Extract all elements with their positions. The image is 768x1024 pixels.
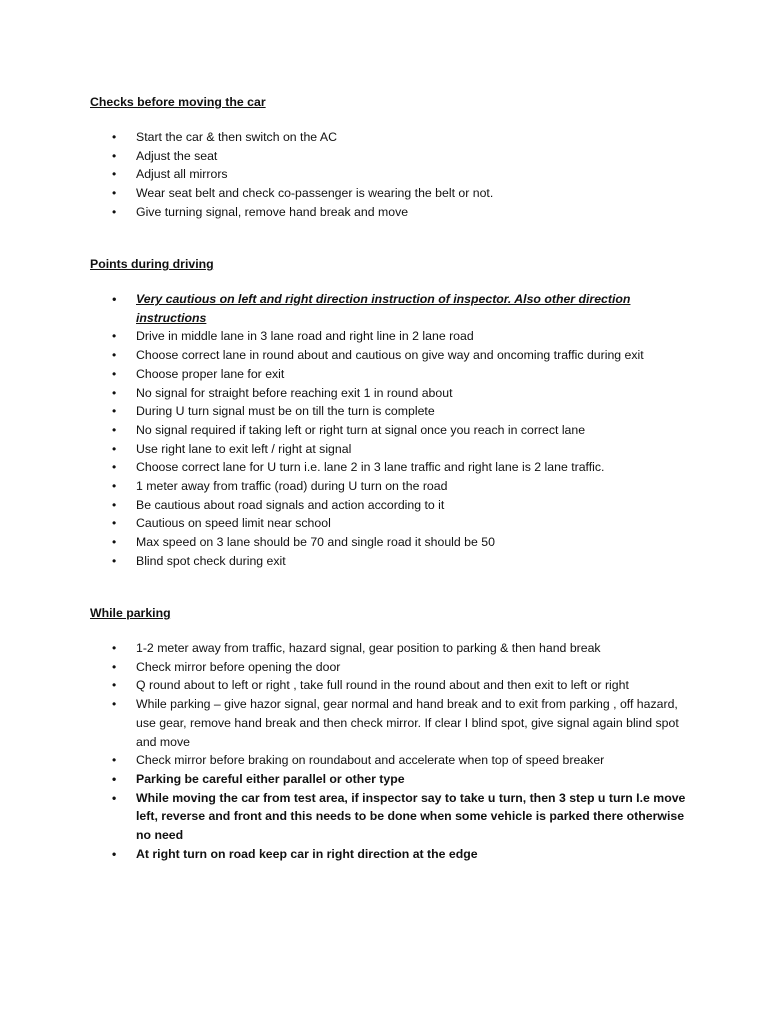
- list-item: • At right turn on road keep car in right direction at the edge: [90, 845, 690, 864]
- list-item: • Choose proper lane for exit: [90, 365, 690, 384]
- list-item: • Check mirror before opening the door: [90, 658, 690, 677]
- list-item: • Cautious on speed limit near school: [90, 514, 690, 533]
- bullet-icon: •: [112, 771, 117, 786]
- list-item: • Drive in middle lane in 3 lane road and right line in 2 lane road: [90, 327, 690, 346]
- bullet-icon: •: [112, 479, 117, 494]
- list-item: • Parking be careful either parallel or other type: [90, 770, 690, 789]
- list-item: • While moving the car from test area, if inspector say to take u turn, then 3 step u turn I.e move left, reverse and front and this needs to be done when some vehicle is parked there otherwise no need: [112, 790, 686, 843]
- bullet-icon: •: [112, 441, 117, 456]
- list-item: • 1 meter away from traffic (road) during U turn on the road: [90, 477, 690, 496]
- bullet-icon: •: [112, 516, 117, 531]
- list-item: • Adjust the seat: [90, 147, 690, 166]
- list-item: • Adjust all mirrors: [90, 165, 690, 184]
- bullet-icon: •: [112, 553, 117, 568]
- bullet-icon: •: [112, 385, 117, 400]
- list-item: • Q round about to left or right , take full round in the round about and then exit to left or right: [90, 676, 690, 695]
- list-item: • Blind spot check during exit: [90, 552, 690, 571]
- list-item: • No signal required if taking left or right turn at signal once you reach in correct lane: [90, 421, 690, 440]
- bullet-icon: •: [112, 790, 117, 805]
- bullet-icon: •: [112, 697, 117, 712]
- list-item: • Give turning signal, remove hand break and move: [90, 203, 690, 222]
- list-item: • Choose correct lane in round about and cautious on give way and oncoming traffic during exit: [90, 346, 690, 365]
- list-item: • Use right lane to exit left / right at signal: [90, 440, 690, 459]
- list-item: • 1-2 meter away from traffic, hazard signal, gear position to parking & then hand break: [90, 639, 690, 658]
- bullet-icon: •: [112, 292, 117, 306]
- section-heading: Points during driving: [90, 257, 214, 271]
- bullet-icon: •: [112, 678, 117, 693]
- bullet-list: [90, 290, 690, 571]
- section-heading: While parking: [90, 606, 171, 620]
- section-while-parking: [90, 605, 690, 863]
- section-heading: Checks before moving the car: [90, 95, 266, 109]
- list-item: • No signal for straight before reaching exit 1 in round about: [90, 384, 690, 403]
- bullet-icon: •: [112, 460, 117, 475]
- bullet-icon: •: [112, 130, 117, 144]
- bullet-icon: •: [112, 659, 117, 674]
- bullet-icon: •: [112, 148, 117, 163]
- list-item: • While parking – give hazor signal, gear normal and hand break and to exit from parking , off hazard, use gear, remove hand break and then check mirror. If clear I blind spot, give signal again blind spot and move: [112, 697, 679, 749]
- bullet-list: [90, 639, 690, 863]
- list-item: • Be cautious about road signals and action according to it: [90, 496, 690, 515]
- bullet-icon: •: [112, 404, 117, 419]
- bullet-icon: •: [112, 846, 117, 861]
- bullet-icon: •: [112, 422, 117, 437]
- section-points-during-driving: [90, 256, 690, 571]
- bullet-icon: •: [112, 753, 117, 768]
- bullet-icon: •: [112, 497, 117, 512]
- bullet-list: [90, 128, 690, 222]
- list-item: • Start the car & then switch on the AC: [90, 128, 690, 147]
- list-item: • Max speed on 3 lane should be 70 and single road it should be 50: [90, 533, 690, 552]
- bullet-icon: •: [112, 186, 117, 201]
- list-item: • Very cautious on left and right direction instruction of inspector. Also other direction instructions: [112, 292, 631, 325]
- list-item: • Check mirror before braking on roundabout and accelerate when top of speed breaker: [90, 751, 690, 770]
- bullet-icon: •: [112, 204, 117, 219]
- list-item: • Choose correct lane for U turn i.e. lane 2 in 3 lane traffic and right lane is 2 lane traffic.: [90, 458, 690, 477]
- section-checks-before-moving: [90, 94, 690, 222]
- list-item: • During U turn signal must be on till the turn is complete: [90, 402, 690, 421]
- bullet-icon: •: [112, 348, 117, 363]
- bullet-icon: •: [112, 641, 117, 655]
- bullet-icon: •: [112, 535, 117, 550]
- bullet-icon: •: [112, 329, 117, 344]
- bullet-icon: •: [112, 167, 117, 182]
- bullet-icon: •: [112, 366, 117, 381]
- list-item: • Wear seat belt and check co-passenger is wearing the belt or not.: [90, 184, 690, 203]
